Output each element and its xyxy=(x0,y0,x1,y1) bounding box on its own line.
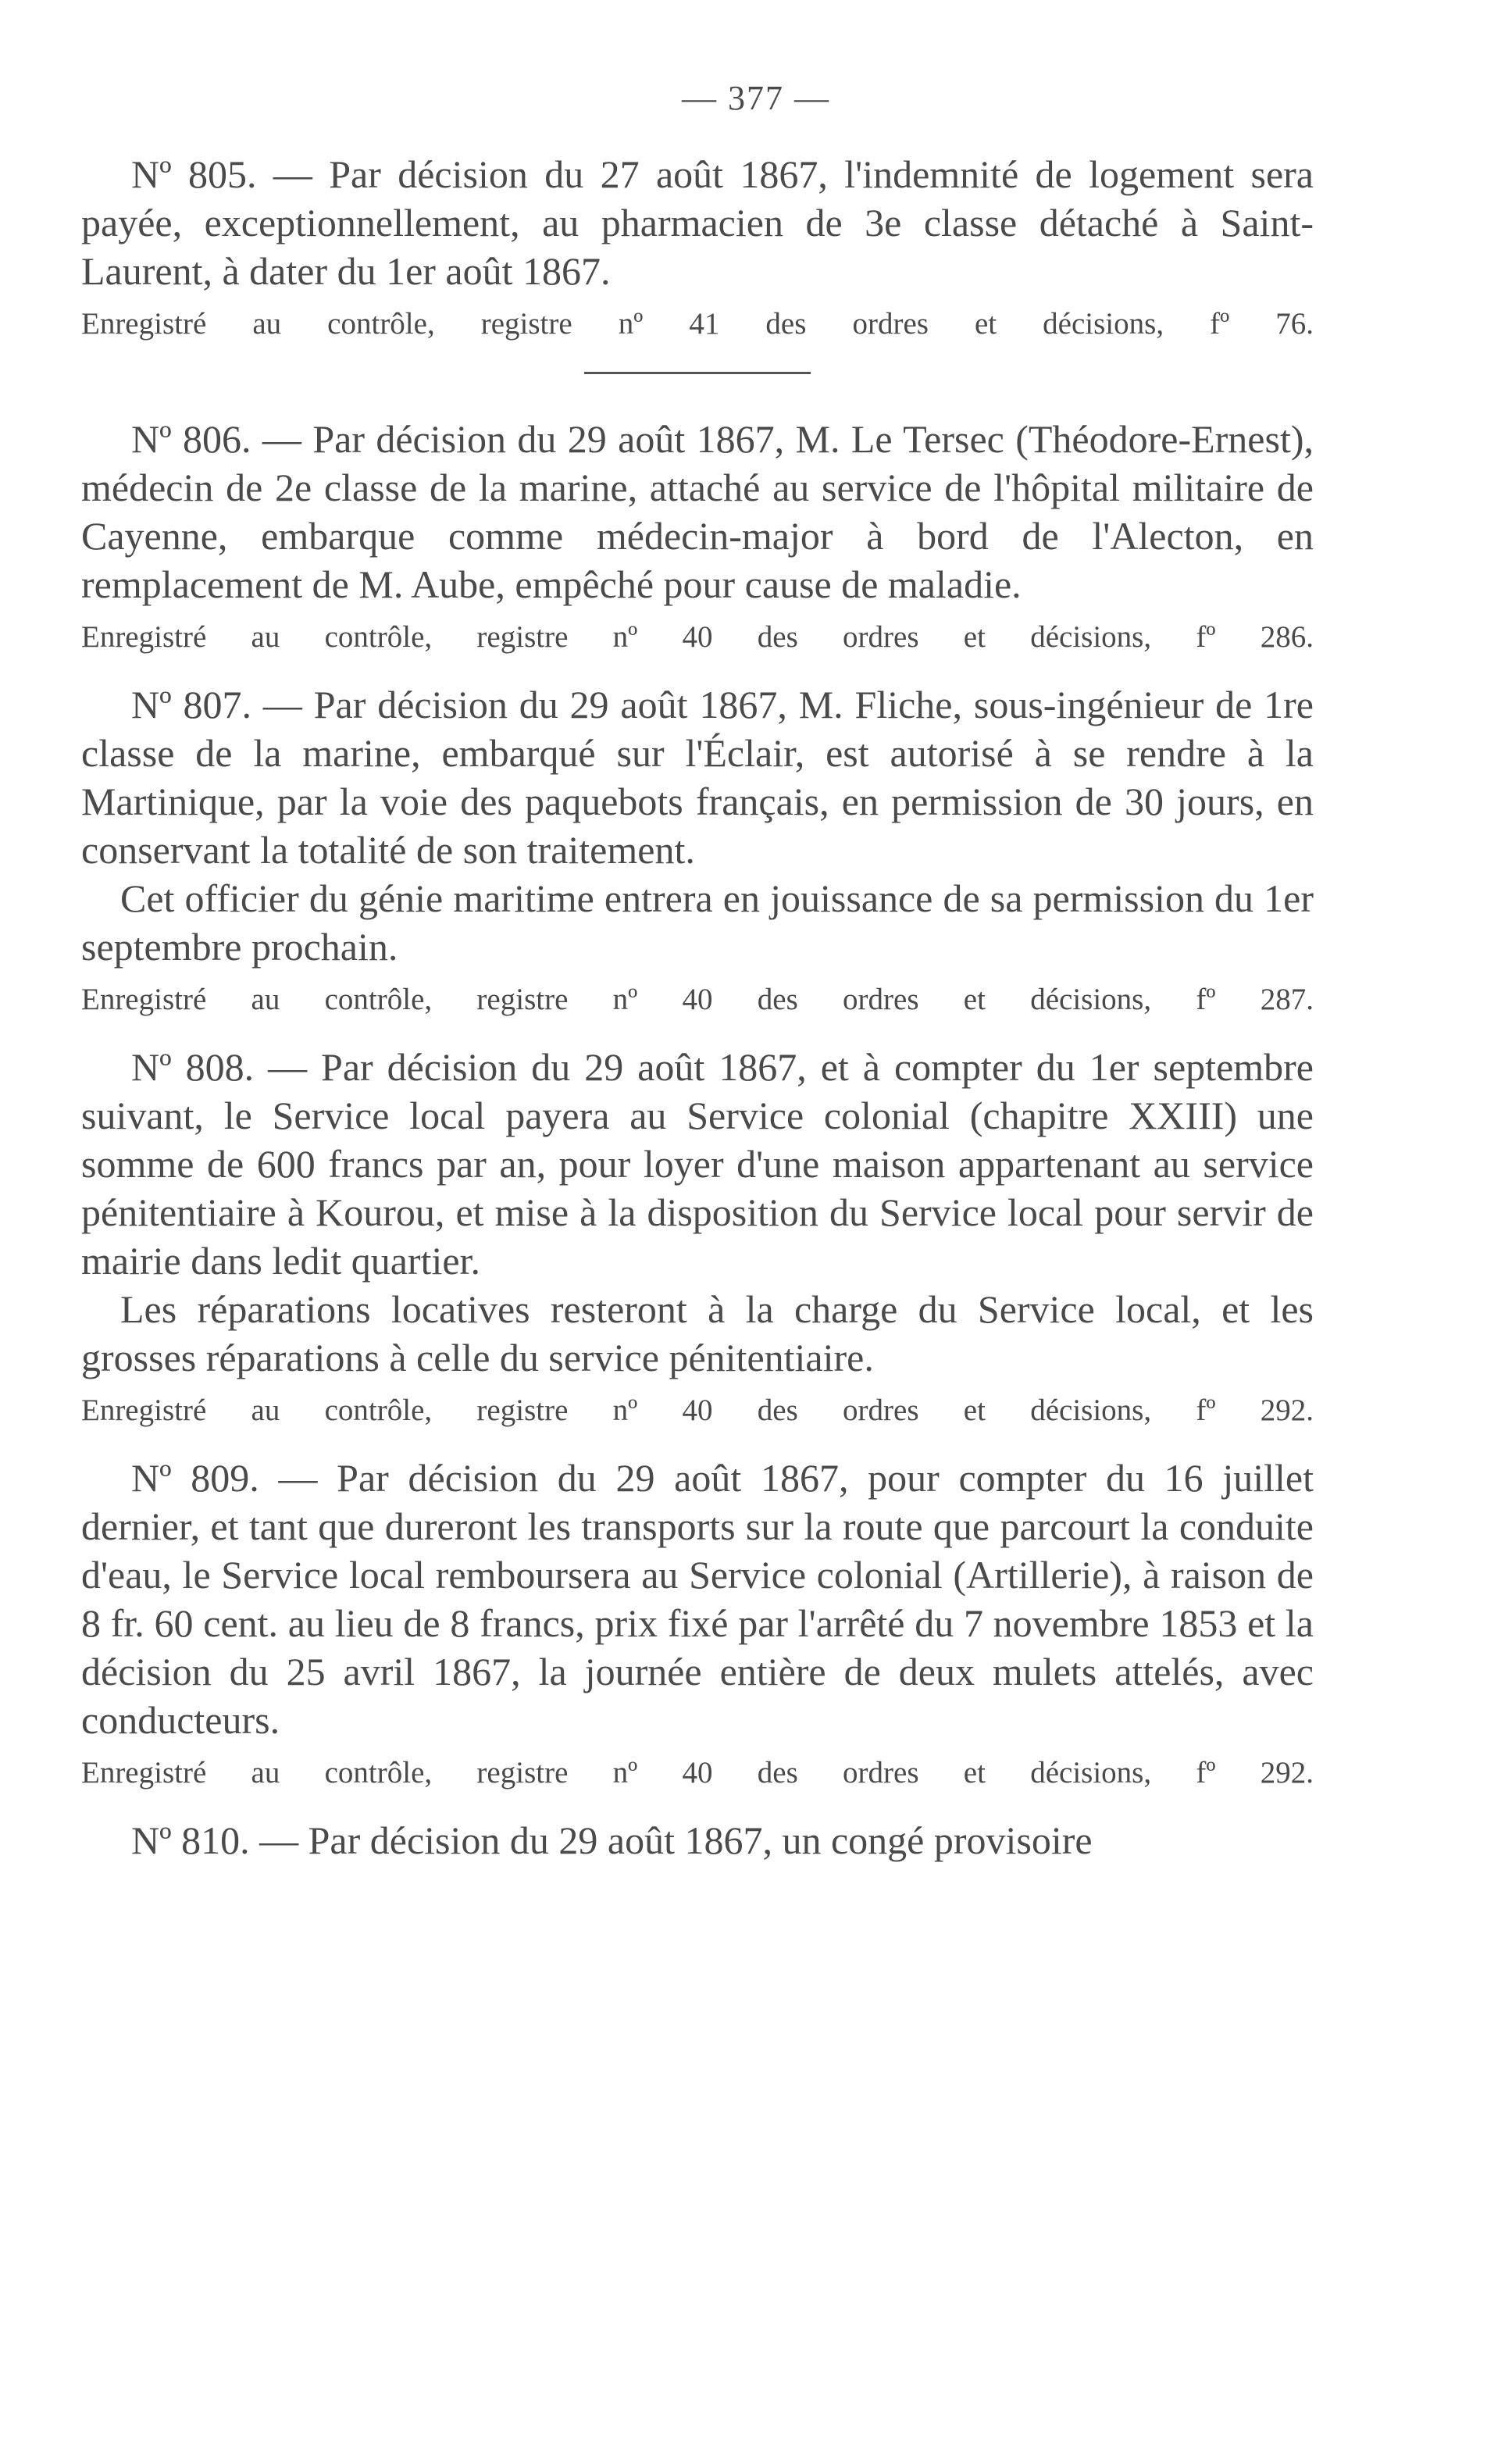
entry-text: — Par décision du 29 août 1867, M. Le Tersec (Théodore-Ernest), médecin de 2e classe de la marine, attaché au service de l'hôpital militaire de Cayenne, embarque comme médecin-major à bord de l'Alecton, en remplacement de M. Aube, empêché pour cause de maladie. xyxy=(81,417,1314,606)
entry-body xyxy=(81,415,1314,608)
entry-number: Nº 810. xyxy=(131,1818,250,1862)
entry-number: Nº 808. xyxy=(131,1045,255,1089)
entry-text: — Par décision du 29 août 1867, pour compter du 16 juillet dernier, et tant que dureront les transports sur la route que parcourt la conduite d'eau, le Service local remboursera au Service colonial (Artillerie), à raison de 8 fr. 60 cent. au lieu de 8 francs, prix fixé par l'arrêté du 7 novembre 1853 et la décision du 25 avril 1867, la journée entière de deux mulets attelés, avec conducteurs. xyxy=(81,1456,1314,1742)
entry-806 xyxy=(81,415,1314,657)
page-number: — 377 — xyxy=(682,79,830,117)
entry-text: — Par décision du 29 août 1867, un congé provisoire xyxy=(259,1818,1093,1862)
entry-808 xyxy=(81,1043,1314,1430)
registration-note: Enregistré au contrôle, registre nº 40 des ordres et décisions, fº 292. xyxy=(81,1756,1314,1790)
entry-text: — Par décision du 29 août 1867, M. Fliche, sous-ingénieur de 1re classe de la marine, embarqué sur l'Éclair, est autorisé à se rendre à la Martinique, par la voie des paquebots français, en permission de 30 jours, en conservant la totalité de son traitement. xyxy=(81,683,1314,872)
entry-number: Nº 807. xyxy=(131,683,251,726)
entry-body xyxy=(81,1454,1314,1744)
entry-805 xyxy=(81,150,1314,344)
entry-text: — Par décision du 27 août 1867, l'indemnité de logement sera payée, exceptionnellement, au pharmacien de 3e classe détaché à Saint-Laurent, à dater du 1er août 1867. xyxy=(81,152,1314,293)
entry-810 xyxy=(81,1816,1314,1864)
entry-body xyxy=(81,1043,1314,1285)
section-divider xyxy=(584,372,811,374)
registration-note: Enregistré au contrôle, registre nº 40 des ordres et décisions, fº 286. xyxy=(81,620,1314,654)
entry-number: Nº 806. xyxy=(131,417,251,461)
entry-text: — Par décision du 29 août 1867, et à compter du 1er septembre suivant, le Service local payera au Service colonial (chapitre XXIII) une somme de 600 francs par an, pour loyer d'une maison appartenant au service pénitentiaire à Kourou, et mise à la disposition du Service local pour servir de mairie dans ledit quartier. xyxy=(81,1045,1314,1283)
registration-note: Enregistré au contrôle, registre nº 40 des ordres et décisions, fº 292. xyxy=(81,1393,1314,1427)
entry-body xyxy=(81,680,1314,874)
text-column xyxy=(81,150,1314,1864)
entry-text-continued: Cet officier du génie maritime entrera en jouissance de sa permission du 1er septembre prochain. xyxy=(81,876,1314,969)
entry-number: Nº 805. xyxy=(131,152,257,196)
entry-809 xyxy=(81,1454,1314,1793)
entry-number: Nº 809. xyxy=(131,1456,259,1500)
entry-body xyxy=(81,1816,1314,1864)
registration-note: Enregistré au contrôle, registre nº 41 des ordres et décisions, fº 76. xyxy=(81,307,1314,341)
entry-body xyxy=(81,150,1314,295)
entry-text-continued: Les réparations locatives resteront à la charge du Service local, et les grosses réparations à celle du service pénitentiaire. xyxy=(81,1287,1314,1379)
entry-807 xyxy=(81,680,1314,1019)
registration-note: Enregistré au contrôle, registre nº 40 des ordres et décisions, fº 287. xyxy=(81,983,1314,1016)
